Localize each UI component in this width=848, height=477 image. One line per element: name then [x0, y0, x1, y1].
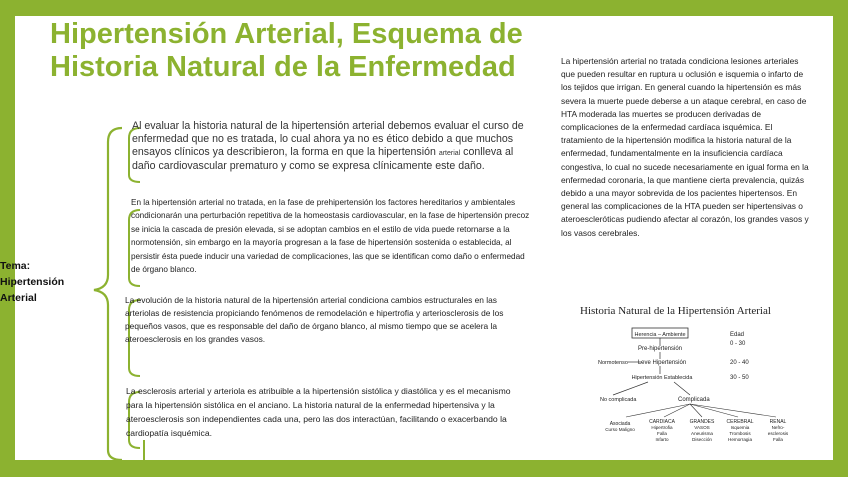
intro-text-small: arterial [438, 150, 461, 157]
age-1: 20 - 40 [730, 360, 749, 366]
outcome-sub: Hemorragia [728, 437, 752, 442]
intro-text-a: Al evaluar la historia natural de la hipertensión arterial debemos evaluar el curso de enfermedad que no es tratada, lo cual ahora ya no es ético debido a que muchos ensayos clínicos ya describieron, la forma en que la hipertensión [132, 120, 524, 158]
sidebar-text: La hipertensión arterial no tratada condiciona lesiones arteriales que pueden resultar en ruptura u oclusión e isquemia o infarto de los tejidos que irrigan. En general cuando la hipertensión es más severa la muerte puede deberse a un ataque cerebral, en caso de HTA moderada las muertes se producen derivadas de complicaciones de la enfermedad cardíaca isquémica. El tratamiento de la hipertensión modifica la historia natural de la enfermedad, fundamentalmente en la insuficiencia cardíaca congestiva, lo cual no sucede necesariamente en igual forma en la enfermedad coronaria, la que mantiene cierta prevalencia, quizás debido a una mayor sobrevida de los pacientes hipertensos. En general las complicaciones de la HTA pueden ser hipertensivas o ateroescleróticas pudiendo afectar al corazón, los grandes vasos y los vasos cerebrales. [561, 56, 809, 238]
stage-0: Pre-hipertensión [637, 346, 683, 352]
outcome-head: CARDIACA [649, 419, 675, 425]
outcome-sub: VASOS [694, 425, 710, 430]
outcome-sub: Falla [657, 431, 667, 436]
diagram-title: Historia Natural de la Hipertensión Arterial [580, 305, 771, 317]
paragraph-evolution: La evolución de la historia natural de la hipertensión arterial condiciona cambios estructurales en las arteriolas de resistencia propiciando fenómenos de remodelación e hipertrofia y arteriosclerosis de los pequeños vasos, que es responsable del daño de órgano blanco, al mismo tiempo que se acelera la ateroesclerosis en los grandes vasos. [125, 295, 504, 344]
slide-title: Hipertensión Arterial, Esquema de Historia Natural de la Enfermedad [50, 18, 523, 83]
age-0: 0 - 30 [730, 341, 746, 347]
outcome-sub: Disección [692, 437, 712, 442]
stage-2: Hipertensión Establecida [631, 375, 693, 381]
outcome-head: CEREBRAL [726, 419, 754, 425]
age-header: Edad [730, 332, 745, 338]
outcome-sub: Isquemia [730, 425, 750, 430]
outcome-sub: Curso Maligno [605, 427, 635, 432]
outcome-sub: esclerosis [767, 431, 789, 436]
outcome-grandes-vasos [690, 419, 715, 442]
paragraph-sclerosis: La esclerosis arterial y arteriola es atribuible a la hipertensión sistólica y diastólica y es el mecanismo para la hipertensión sistólica en el anciano. La historia natural de la enfermedad hipertensiva y la ateroesclerosis son independientes cada una, pero las dos interactúan, facilitando o exacerbando la cardiopatía isquémica. [126, 386, 511, 438]
outcome-sub: Aneurisma [691, 431, 713, 436]
natural-history-diagram [578, 303, 808, 453]
outcome-renal [768, 419, 789, 442]
outcome-sub: Nefro- [771, 425, 785, 430]
topic-line: Arterial [0, 292, 37, 304]
outcome-head: RENAL [769, 419, 787, 425]
no-complicada-label: No complicada [600, 397, 637, 403]
topic-line: Hipertensión [0, 276, 65, 288]
age-2: 30 - 50 [730, 375, 749, 381]
outcome-head: Asociada [609, 421, 631, 427]
heredity-box-label: Herencia – Ambiente [634, 332, 686, 338]
outcome-cardiaca [649, 419, 676, 442]
paragraph-untreated: En la hipertensión arterial no tratada, en la fase de prehipertensión los factores hereditarios y ambientales condicionarán una perturbación repetitiva de la homeostasis cardiovascular, en la fase de hipertensión precoz se inicia la cascada de presión elevada, si se adoptan cambios en el estilo de vida puede retornarse a la normotensión, sin embargo en la mayoría progresan a la fase de hipertensión sostenida o establecida, al persistir ésta puede inducir una variedad de complicaciones, las que se identifican como daño o enfermedad de órgano blanco. [131, 198, 530, 275]
outcome-asociada [605, 421, 635, 432]
paragraph-intro [132, 120, 532, 173]
outcome-head: GRANDES [689, 419, 715, 425]
topic-line: Tema: [0, 260, 31, 272]
normotenso-label: Normotenso [598, 360, 628, 366]
outcome-sub: Trombosis [729, 431, 751, 436]
stage-1: Leve Hipertensión [637, 360, 687, 366]
outcome-sub: Falla [773, 437, 783, 442]
outcome-cerebral [727, 419, 754, 442]
brace-tail [143, 440, 145, 460]
outcome-sub: Hipertrofia [651, 425, 673, 430]
outcome-sub: Infarto [655, 437, 669, 442]
intro-text-b: conlleva al daño cardiovascular prematuro y como se expresa clínicamente este daño. [132, 146, 514, 172]
topic-label [0, 258, 90, 306]
complicada-label: Complicada [678, 397, 710, 403]
